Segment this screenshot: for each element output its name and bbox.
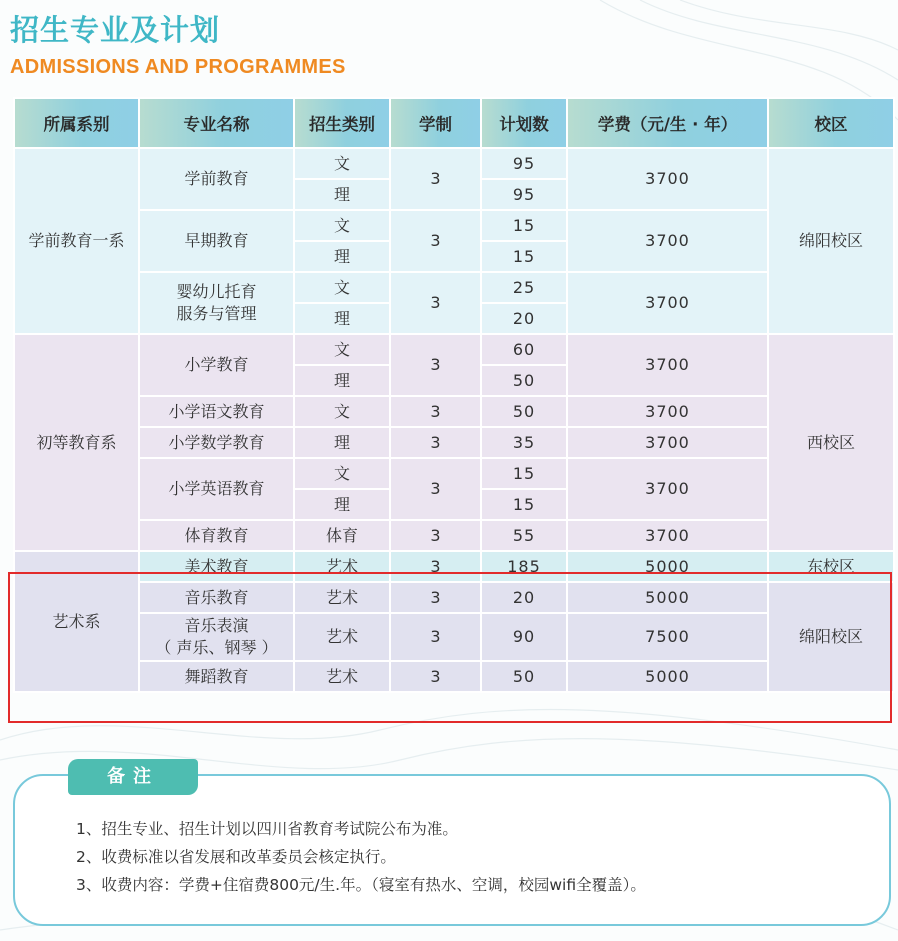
major-cell xyxy=(139,272,294,334)
table-row xyxy=(14,458,894,489)
header-campus: 校区 xyxy=(768,98,894,148)
major-cell: 小学数学教育 xyxy=(139,427,294,458)
major-name-line: 音乐表演 xyxy=(184,616,249,635)
duration-cell: 3 xyxy=(390,148,481,210)
header-plan: 计划数 xyxy=(481,98,567,148)
plan-cell: 95 xyxy=(481,179,567,210)
fee-cell: 3700 xyxy=(567,272,768,334)
major-cell: 小学语文教育 xyxy=(139,396,294,427)
major-cell: 学前教育 xyxy=(139,148,294,210)
plan-cell: 20 xyxy=(481,303,567,334)
category-cell: 文 xyxy=(294,396,390,427)
plan-cell: 185 xyxy=(481,551,567,582)
plan-cell: 60 xyxy=(481,334,567,365)
department-cell: 艺术系 xyxy=(14,551,139,692)
duration-cell: 3 xyxy=(390,520,481,551)
note-item: 2、收费标准以省发展和改革委员会核定执行。 xyxy=(76,848,396,866)
fee-cell: 7500 xyxy=(567,613,768,661)
major-name-line: 服务与管理 xyxy=(176,304,257,323)
duration-cell: 3 xyxy=(390,396,481,427)
notes-list xyxy=(76,815,876,899)
campus-cell: 西校区 xyxy=(768,334,894,551)
category-cell: 艺术 xyxy=(294,582,390,613)
table-row xyxy=(14,551,894,582)
header-major: 专业名称 xyxy=(139,98,294,148)
fee-cell: 5000 xyxy=(567,551,768,582)
category-cell: 理 xyxy=(294,241,390,272)
duration-cell: 3 xyxy=(390,210,481,272)
plan-cell: 90 xyxy=(481,613,567,661)
fee-cell: 3700 xyxy=(567,427,768,458)
note-item: 1、招生专业、招生计划以四川省教育考试院公布为准。 xyxy=(76,820,458,838)
major-cell: 小学英语教育 xyxy=(139,458,294,520)
duration-cell: 3 xyxy=(390,334,481,396)
category-cell: 体育 xyxy=(294,520,390,551)
category-cell: 艺术 xyxy=(294,613,390,661)
table-row xyxy=(14,427,894,458)
page-title: 招生专业及计划 xyxy=(10,13,221,47)
admissions-table xyxy=(13,97,895,693)
campus-cell: 绵阳校区 xyxy=(768,582,894,692)
plan-cell: 55 xyxy=(481,520,567,551)
plan-cell: 50 xyxy=(481,365,567,396)
plan-cell: 50 xyxy=(481,661,567,692)
duration-cell: 3 xyxy=(390,661,481,692)
fee-cell: 5000 xyxy=(567,661,768,692)
table-row xyxy=(14,520,894,551)
fee-cell: 3700 xyxy=(567,458,768,520)
table-row xyxy=(14,396,894,427)
table-row xyxy=(14,661,894,692)
campus-cell: 绵阳校区 xyxy=(768,148,894,334)
table-row xyxy=(14,582,894,613)
department-cell: 学前教育一系 xyxy=(14,148,139,334)
table-row xyxy=(14,210,894,241)
campus-cell: 东校区 xyxy=(768,551,894,582)
category-cell: 文 xyxy=(294,148,390,179)
duration-cell: 3 xyxy=(390,582,481,613)
duration-cell: 3 xyxy=(390,272,481,334)
notes-label: 备注 xyxy=(68,759,198,795)
fee-cell: 5000 xyxy=(567,582,768,613)
header-duration: 学制 xyxy=(390,98,481,148)
plan-cell: 50 xyxy=(481,396,567,427)
plan-cell: 20 xyxy=(481,582,567,613)
table-row xyxy=(14,148,894,179)
fee-cell: 3700 xyxy=(567,396,768,427)
table-header-row xyxy=(14,98,894,148)
category-cell: 文 xyxy=(294,272,390,303)
major-cell: 体育教育 xyxy=(139,520,294,551)
header-department: 所属系别 xyxy=(14,98,139,148)
major-name-line: （ 声乐、钢琴 ） xyxy=(155,638,278,657)
fee-cell: 3700 xyxy=(567,210,768,272)
category-cell: 理 xyxy=(294,427,390,458)
page-subtitle: ADMISSIONS AND PROGRAMMES xyxy=(10,56,346,78)
duration-cell: 3 xyxy=(390,427,481,458)
header-fee: 学费（元/生 · 年） xyxy=(567,98,768,148)
header-category: 招生类别 xyxy=(294,98,390,148)
table-row xyxy=(14,334,894,365)
note-item: 3、收费内容：学费+住宿费800元/生.年。（寝室有热水、空调，校园wifi全覆盖）。 xyxy=(76,876,646,894)
duration-cell: 3 xyxy=(390,613,481,661)
duration-cell: 3 xyxy=(390,551,481,582)
fee-cell: 3700 xyxy=(567,520,768,551)
table-row xyxy=(14,613,894,661)
plan-cell: 15 xyxy=(481,241,567,272)
category-cell: 文 xyxy=(294,334,390,365)
table-row xyxy=(14,272,894,303)
department-cell: 初等教育系 xyxy=(14,334,139,551)
fee-cell: 3700 xyxy=(567,334,768,396)
plan-cell: 25 xyxy=(481,272,567,303)
category-cell: 理 xyxy=(294,489,390,520)
plan-cell: 95 xyxy=(481,148,567,179)
major-cell: 小学教育 xyxy=(139,334,294,396)
category-cell: 理 xyxy=(294,365,390,396)
fee-cell: 3700 xyxy=(567,148,768,210)
major-cell xyxy=(139,613,294,661)
major-cell: 舞蹈教育 xyxy=(139,661,294,692)
plan-cell: 15 xyxy=(481,458,567,489)
category-cell: 艺术 xyxy=(294,661,390,692)
duration-cell: 3 xyxy=(390,458,481,520)
plan-cell: 15 xyxy=(481,489,567,520)
plan-cell: 35 xyxy=(481,427,567,458)
major-cell: 早期教育 xyxy=(139,210,294,272)
major-cell: 美术教育 xyxy=(139,551,294,582)
category-cell: 文 xyxy=(294,458,390,489)
category-cell: 理 xyxy=(294,303,390,334)
category-cell: 艺术 xyxy=(294,551,390,582)
plan-cell: 15 xyxy=(481,210,567,241)
category-cell: 理 xyxy=(294,179,390,210)
category-cell: 文 xyxy=(294,210,390,241)
major-name-line: 婴幼儿托育 xyxy=(176,282,257,301)
major-cell: 音乐教育 xyxy=(139,582,294,613)
